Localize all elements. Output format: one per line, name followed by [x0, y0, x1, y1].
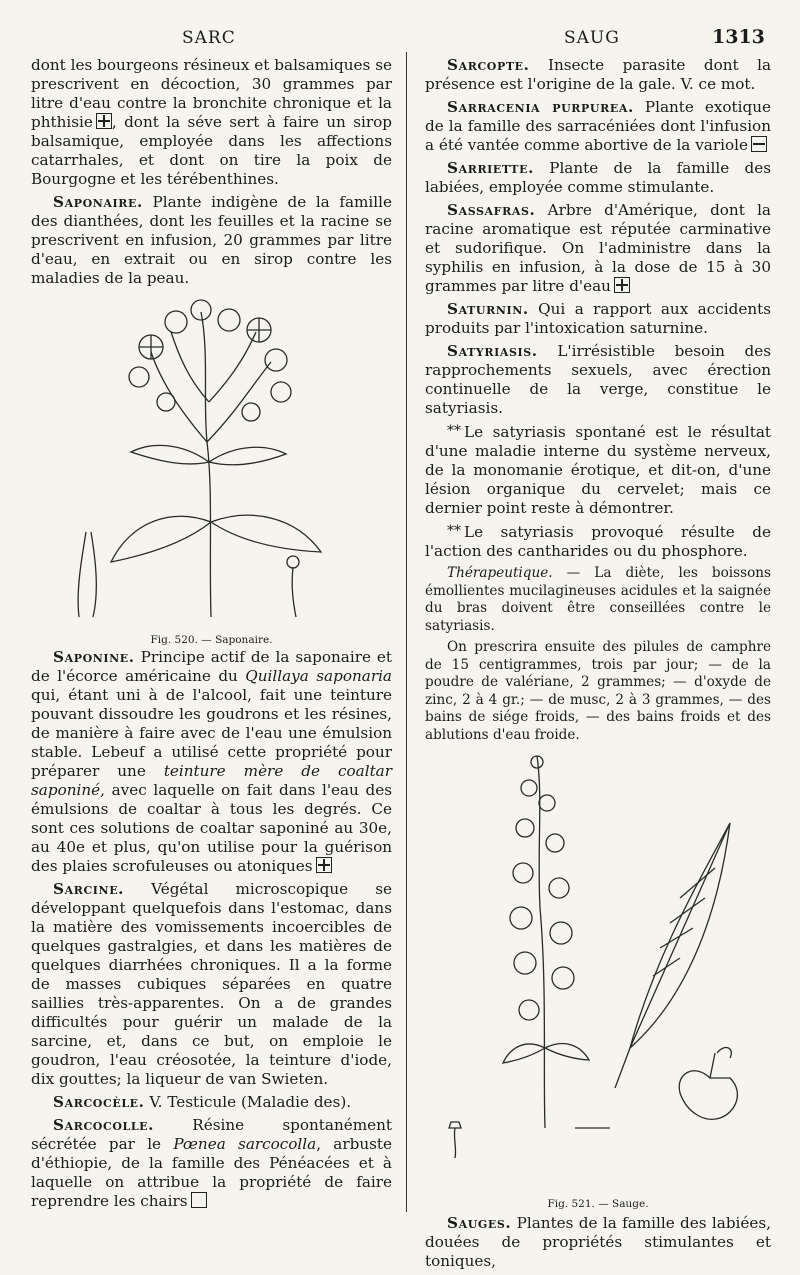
entry-sarcocele — [31, 1093, 392, 1112]
entry-sarcocolle — [31, 1116, 392, 1211]
paragraph-spontane — [425, 422, 771, 518]
entry-keyword: Sarcocèle. — [53, 1093, 145, 1111]
paragraph-text: Le satyriasis provoqué résulte de l'action des cantharides ou du phosphore. — [425, 523, 771, 560]
entry-keyword: Saponaire. — [53, 193, 143, 211]
paragraph-text: , dont la séve sert à faire un sirop balsamique, employée dans les affections catarrhales, et dont on tire la poix de Bourgogne et les térébenthines. — [31, 113, 392, 188]
entry-text: Résine spontanément sécrétée par le — [31, 1116, 392, 1153]
saponaire-illustration — [31, 292, 392, 624]
entry-text: V. Testicule (Maladie des). — [144, 1093, 352, 1111]
entry-text: Plantes de la famille des labiées, douées de propriétés stimulantes et toniques, — [425, 1214, 771, 1270]
entry-satyriasis — [425, 342, 771, 418]
entry-text: , avec laquelle on fait dans l'eau des émulsions de coaltar à tous les degrés. Ce sont ces solutions de coaltar saponiné au 30e, au 40e et plus, qu'on utilise pour la guérison des plaies scrofuleuses ou atoniques — [31, 781, 392, 875]
entry-text: Plante de la famille des labiées, employée comme stimulante. — [425, 159, 771, 196]
entry-keyword: Sassafras. — [447, 201, 536, 219]
entry-keyword: Sarcocolle. — [53, 1116, 155, 1134]
column-divider — [406, 52, 407, 1212]
paragraph-therapeutique — [425, 565, 771, 635]
running-head-center: SAUG — [564, 28, 620, 48]
figure-caption: Fig. 521. — Sauge. — [547, 1198, 649, 1210]
paragraph-text: — La diète, les boissons émollientes mucilagineuses acidules et la saignée du bras doivent être conseillées contre le satyriasis. — [425, 565, 771, 634]
plus-box-icon — [614, 277, 630, 293]
italic-term: teinture mère de coaltar saponiné — [31, 762, 392, 799]
asterism: ** — [447, 423, 461, 439]
species-name: Quillaya saponaria — [245, 667, 392, 685]
paragraph-bourgeons — [31, 56, 392, 189]
empty-box-icon — [191, 1192, 207, 1208]
plus-box-icon — [96, 113, 112, 129]
entry-sauges — [425, 1214, 771, 1271]
entry-keyword: Sarriette. — [447, 159, 534, 177]
paragraph-provoque — [425, 522, 771, 561]
section-label: Thérapeutique. — [447, 565, 553, 581]
entry-saponine — [31, 648, 392, 876]
entry-text: Végétal microscopique se développant quelquefois dans l'estomac, dans la matière des vomissements incoercibles de quelques gastralgies, et dans les matières de quelques diarrhées chroniques. Il a la forme de masses cubiques séparées en quatre saillies très-apparentes. On a de grandes difficultés pour guérir un malade de la sarcine, et, dans ce but, on emploie le goudron, l'eau créosotée, la teinture d'iode, dix gouttes; la liqueur de van Swieten. — [31, 880, 392, 1088]
entry-text: Insecte parasite dont la présence est l'origine de la gale. V. ce mot. — [425, 56, 771, 93]
entry-keyword: Saturnin. — [447, 300, 529, 318]
entry-keyword: Sarcine. — [53, 880, 125, 898]
paragraph-prescrira — [425, 639, 771, 744]
entry-text: Principe actif de la saponaire et de l'écorce américaine du — [31, 648, 392, 685]
entry-sarriette — [425, 159, 771, 197]
paragraph-text: dont les bourgeons résineux et balsamiques se prescrivent en décoction, 30 grammes par litre d'eau contre la bronchite chronique et la phthisie — [31, 56, 392, 131]
entry-sarcopte — [425, 56, 771, 94]
figure-sauge — [425, 748, 771, 1208]
page-header — [0, 0, 800, 50]
entry-text: qui, étant uni à de l'alcool, fait une teinture pouvant dissoudre les goudrons et les résines, de manière à faire avec de l'eau une émulsion stable. Lebeuf a utilisé cette propriété pour préparer une — [31, 686, 392, 780]
plus-box-icon — [316, 857, 332, 873]
entry-keyword: Sarracenia purpurea. — [447, 98, 634, 116]
entry-text: Arbre d'Amérique, dont la racine aromatique est réputée carminative et sudorifique. On l'administre dans la syphilis en infusion, à la dose de 15 à 30 grammes par litre d'eau — [425, 201, 771, 295]
right-column — [425, 56, 771, 1275]
entry-sassafras — [425, 201, 771, 296]
minus-box-icon — [751, 136, 767, 152]
entry-text: Plante exotique de la famille des sarracéniées dont l'infusion a été vantée comme abortive de la variole — [425, 98, 772, 154]
entry-text: Plante indigène de la famille des dianthées, dont les feuilles et la racine se prescrivent en infusion, 20 grammes par litre d'eau, en extrait ou en sirop contre les maladies de la peau. — [31, 193, 392, 287]
running-head-left: SARC — [182, 28, 236, 48]
entry-keyword: Saponine. — [53, 648, 135, 666]
entry-saponaire — [31, 193, 392, 288]
left-column — [31, 56, 392, 1215]
entry-text: , arbuste d'éthiopie, de la famille des Pénéacées et à laquelle on attribue la propriété de faire reprendre les chairs — [31, 1135, 393, 1210]
entry-keyword: Sarcopte. — [447, 56, 530, 74]
species-name: Pœnea sarcocolla — [173, 1135, 317, 1153]
sauge-illustration — [425, 748, 771, 1188]
entry-text: L'irrésistible besoin des rapprochements sexuels, avec érection continuelle de la verge, constitue le satyriasis. — [425, 342, 771, 417]
entry-keyword: Sauges. — [447, 1214, 512, 1232]
figure-caption: Fig. 520. — Saponaire. — [150, 634, 273, 646]
entry-sarracenia — [425, 98, 771, 155]
paragraph-text: Le satyriasis spontané est le résultat d'une maladie interne du système nerveux, de la monomanie érotique, et dit-on, d'une lésion organique du cervelet; mais ce dernier point reste à démontrer. — [425, 423, 771, 517]
asterism: ** — [447, 523, 461, 539]
paragraph-text: On prescrira ensuite des pilules de camphre de 15 centigrammes, trois par jour; — de la poudre de valériane, 2 grammes; — d'oxyde de zinc, 2 à 4 gr.; — de musc, 2 à 3 grammes, — des bains de siége froids, — des bains froids et des ablutions d'eau froide. — [425, 639, 771, 743]
entry-text: Qui a rapport aux accidents produits par l'intoxication saturnine. — [425, 300, 771, 337]
page-number: 1313 — [712, 26, 765, 48]
entry-saturnin — [425, 300, 771, 338]
entry-keyword: Satyriasis. — [447, 342, 538, 360]
entry-sarcine — [31, 880, 392, 1089]
figure-saponaire — [31, 292, 392, 646]
